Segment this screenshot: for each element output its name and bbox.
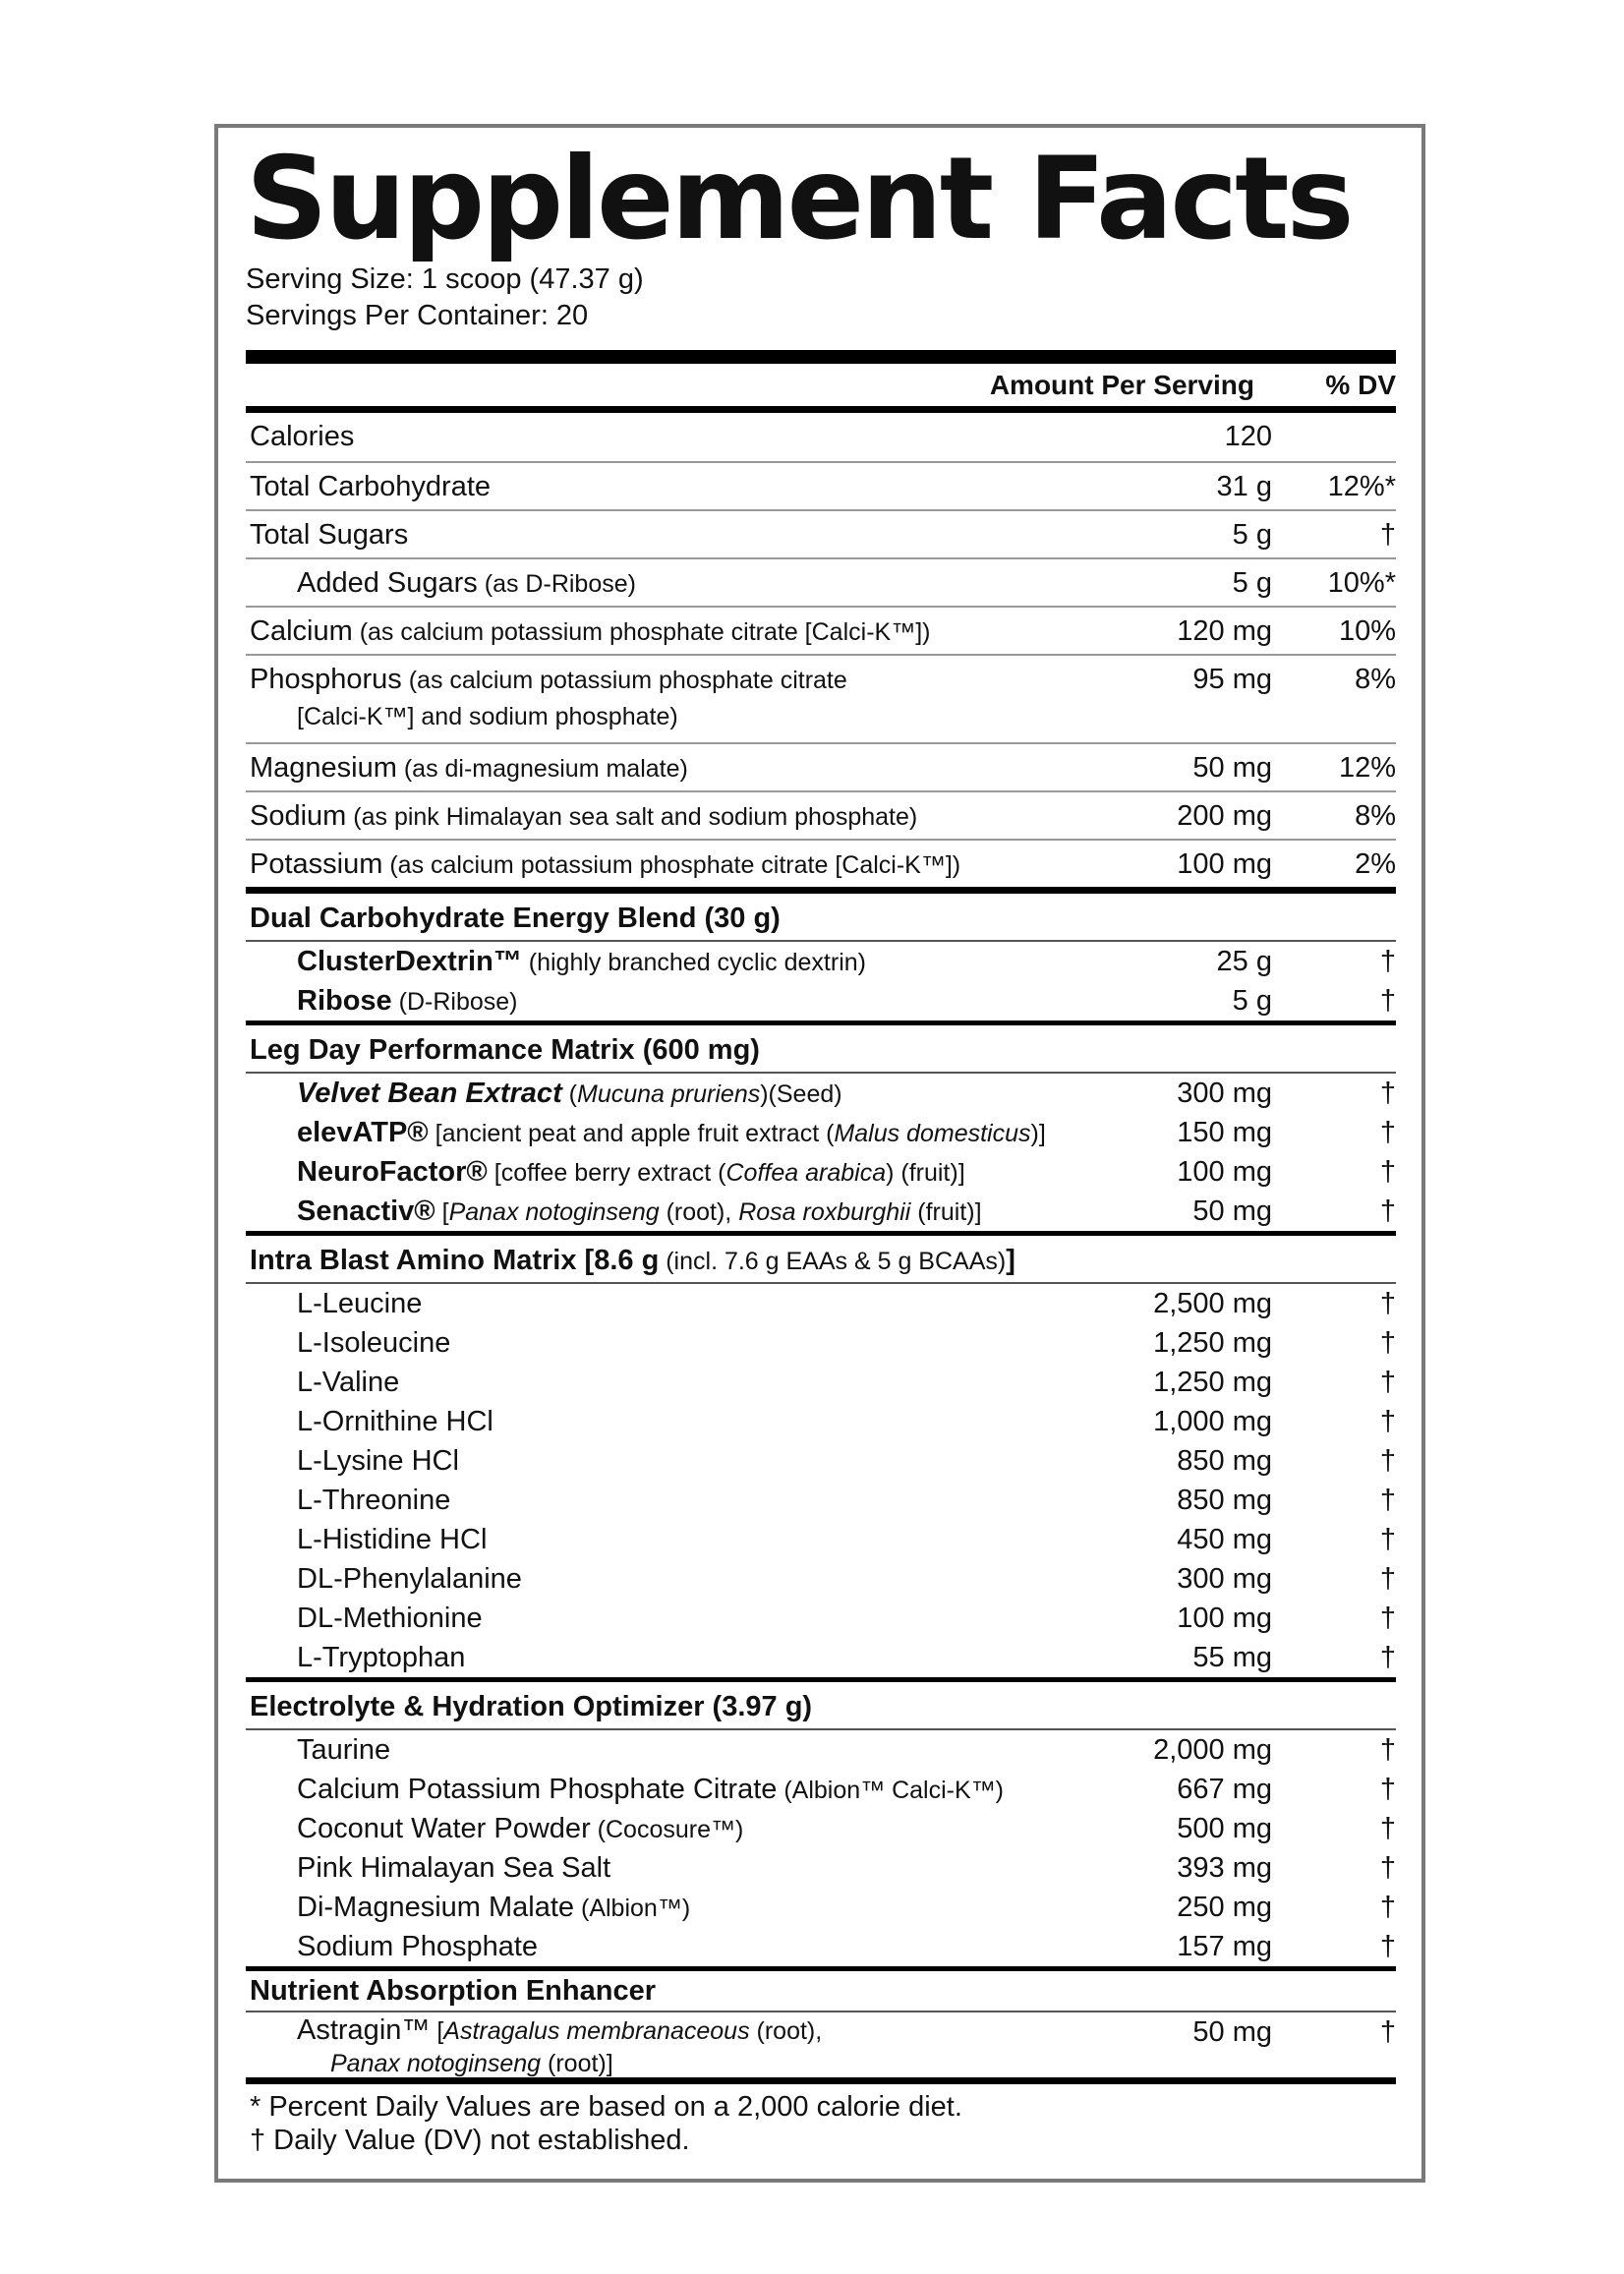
nutrient-name: Total Sugars [250,519,409,551]
ingredient-latin-2: Rosa roxburghii [738,1198,911,1226]
ingredient-latin: Mucuna pruriens [577,1080,761,1108]
ingredient-dv: † [1379,1892,1396,1923]
nutrient-amount: 100 mg [1177,848,1272,880]
ingredient-label: L-Isoleucine [297,1327,451,1359]
ingredient-name [246,1115,1089,1151]
ingredient-amount: 450 mg [1177,1524,1272,1555]
nutrient-label: Magnesium [250,752,397,784]
ingredient-dv: † [1379,1445,1396,1477]
nutrient-row [246,557,1396,606]
ingredient-name [246,1365,1089,1400]
ingredient-label: L-Histidine HCl [297,1524,488,1555]
ingredient-label: elevATP® [297,1117,429,1148]
ingredient-name [246,1850,1089,1887]
panel-title: Supplement Facts [246,133,1352,265]
nutrient-name [246,565,1089,602]
servings-per-container: Servings Per Container: 20 [246,300,589,331]
ingredient-label: L-Leucine [297,1288,423,1319]
ingredient-name [246,2014,1089,2079]
ingredient-label: L-Threonine [297,1485,451,1516]
ingredient-detail-end: ) (fruit)] [886,1159,965,1187]
ingredient-name [246,1443,1089,1479]
nutrient-row [246,606,1396,654]
ingredient-label: Calcium Potassium Phosphate Citrate [297,1774,778,1805]
ingredient-name [246,1929,1089,1965]
divider-medium [246,887,1396,894]
nutrient-label: Potassium [250,848,383,880]
ingredient-detail: (highly branched cyclic dextrin) [521,949,866,976]
ingredient-dv: † [1379,1774,1396,1805]
nutrient-detail: (as D-Ribose) [477,570,636,598]
ingredient-amount: 393 mg [1177,1852,1272,1884]
ingredient-row [246,1638,1396,1677]
nutrient-name: Calories [250,421,355,452]
ingredient-row [246,1730,1396,1770]
ingredient-detail-end: (root)] [541,2050,613,2077]
ingredient-row [246,1441,1396,1481]
nutrient-label: Added Sugars [297,567,478,599]
ingredient-dv: † [1379,1524,1396,1555]
nutrient-dv: 12%* [1327,471,1396,502]
nutrient-dv: 2% [1355,848,1396,880]
ingredient-detail-mid: (root), [749,2017,823,2045]
ingredient-label: Taurine [297,1734,391,1766]
ingredient-name [246,1732,1089,1769]
ingredient-dv: † [1379,1367,1396,1398]
blend-title: Electrolyte & Hydration Optimizer (3.97 g) [250,1691,813,1722]
nutrient-detail: (as di-magnesium malate) [396,755,688,783]
dv-header: % DV [1325,369,1396,400]
ingredient-dv: † [1379,2016,1396,2048]
ingredient-label: Di-Magnesium Malate [297,1892,575,1923]
ingredient-amount: 157 mg [1177,1931,1272,1962]
ingredient-name [246,944,1089,980]
blend-title-main: Intra Blast Amino Matrix [8.6 g [250,1245,660,1276]
ingredient-amount: 50 mg [1192,2016,1272,2048]
ingredient-row [246,1888,1396,1927]
ingredient-name [246,983,1089,1020]
ingredient-dv: † [1379,946,1396,977]
nutrient-detail: (as pink Himalayan sea salt and sodium phosphate) [346,803,918,831]
ingredient-detail: [ [435,1198,449,1226]
blend-title-end: ] [1006,1245,1015,1276]
ingredient-amount: 1,000 mg [1153,1406,1272,1437]
ingredient-latin: Astragalus membranaceous [443,2017,750,2045]
ingredient-name [246,1561,1089,1597]
ingredient-dv: † [1379,1931,1396,1962]
ingredient-dv: † [1379,1288,1396,1319]
ingredient-amount: 500 mg [1177,1813,1272,1844]
ingredient-dv: † [1379,1734,1396,1766]
nutrient-name [246,613,1089,650]
ingredient-name [246,1522,1089,1557]
nutrient-amount: 120 mg [1177,615,1272,647]
ingredient-dv: † [1379,1195,1396,1227]
ingredient-dv: † [1379,1852,1396,1884]
nutrient-name: Total Carbohydrate [250,471,492,502]
nutrient-amount: 5 g [1232,567,1272,599]
divider-thick [246,350,1396,364]
nutrient-amount: 31 g [1216,471,1272,502]
ingredient-amount: 50 mg [1192,1195,1272,1227]
nutrient-name [246,662,1089,734]
ingredient-detail-mid: (root), [659,1198,739,1226]
nutrient-amount: 5 g [1232,519,1272,551]
ingredient-name [246,1076,1089,1112]
blend-title [246,1236,1396,1282]
ingredient-amount: 100 mg [1177,1156,1272,1188]
ingredient-dv: † [1379,1813,1396,1844]
ingredient-amount: 1,250 mg [1153,1367,1272,1398]
ingredient-row [246,1152,1396,1192]
ingredient-row [246,1363,1396,1402]
ingredient-amount: 850 mg [1177,1485,1272,1516]
nutrient-name [246,798,1089,835]
ingredient-amount: 100 mg [1177,1603,1272,1634]
ingredient-label: Astragin™ [297,2014,431,2046]
ingredient-name [246,1483,1089,1518]
serving-size: Serving Size: 1 scoop (47.37 g) [246,263,644,295]
ingredient-label: Coconut Water Powder [297,1813,591,1844]
ingredient-amount: 300 mg [1177,1563,1272,1595]
nutrient-row [246,790,1396,839]
nutrient-row [246,654,1396,742]
ingredient-label: ClusterDextrin™ [297,946,522,977]
nutrient-label: Phosphorus [250,664,402,695]
nutrient-name [246,750,1089,787]
ingredient-name [246,1890,1089,1926]
amino-list [246,1284,1396,1677]
ingredient-latin: Coffea arabica [725,1159,887,1187]
amount-header: Amount Per Serving [989,369,1254,400]
ingredient-latin: Panax notoginseng [448,1198,660,1226]
ingredient-row [246,1927,1396,1966]
ingredient-row [246,1323,1396,1363]
nutrient-dv: 8% [1355,664,1396,695]
ingredient-detail: [ [430,2017,444,2045]
ingredient-row [246,1481,1396,1520]
nutrient-amount: 95 mg [1192,664,1272,695]
ingredient-amount: 300 mg [1177,1078,1272,1109]
nutrient-label: Calcium [250,615,353,647]
ingredient-dv: † [1379,1485,1396,1516]
ingredient-latin-2: Panax notoginseng [330,2050,542,2077]
ingredient-name [246,1325,1089,1361]
ingredient-name [246,1286,1089,1321]
ingredient-dv: † [1379,1117,1396,1148]
ingredient-detail: [ancient peat and apple fruit extract ( [428,1120,835,1147]
ingredient-label: Senactiv® [297,1195,435,1227]
ingredient-detail-end: (fruit)] [910,1198,982,1226]
ingredient-name [246,1772,1089,1808]
nutrient-row [246,461,1396,509]
ingredient-detail-end: )(Seed) [760,1080,842,1108]
nutrient-amount: 50 mg [1192,752,1272,784]
ingredient-amount: 667 mg [1177,1774,1272,1805]
ingredient-dv: † [1379,1156,1396,1188]
ingredient-detail: (D-Ribose) [391,988,518,1016]
supplement-facts-panel [214,124,1425,2183]
ingredient-row [246,1284,1396,1323]
ingredient-detail: [coffee berry extract ( [487,1159,726,1187]
ingredient-amount: 850 mg [1177,1445,1272,1477]
ingredient-row [246,1074,1396,1113]
ingredient-label: Pink Himalayan Sea Salt [297,1852,611,1884]
nutrient-dv: 10%* [1327,567,1396,599]
blend-title: Dual Carbohydrate Energy Blend (30 g) [250,903,781,934]
ingredient-row [246,981,1396,1020]
ingredient-row [246,1520,1396,1559]
ingredient-name [246,1811,1089,1847]
nutrient-amount: 200 mg [1177,800,1272,832]
nutrient-dv: 10% [1338,615,1396,647]
nutrient-dv: † [1379,519,1396,551]
ingredient-row [246,1599,1396,1638]
footnote-dagger: † Daily Value (DV) not established. [250,2125,690,2156]
ingredient-name [246,1404,1089,1439]
ingredient-amount: 2,000 mg [1153,1734,1272,1766]
ingredient-row [246,1848,1396,1888]
nutrient-row [246,742,1396,790]
ingredient-detail-end: )] [1030,1120,1046,1147]
ingredient-dv: † [1379,1642,1396,1673]
ingredient-amount: 55 mg [1192,1642,1272,1673]
ingredient-label: L-Lysine HCl [297,1445,459,1477]
ingredient-name [246,1154,1089,1191]
nutrient-detail: (as calcium potassium phosphate citrate [Calci-K™]) [382,851,961,879]
divider-medium [246,406,1396,413]
ingredient-label: DL-Methionine [297,1603,483,1634]
ingredient-dv: † [1379,985,1396,1017]
ingredient-dv: † [1379,1563,1396,1595]
nutrient-row [246,839,1396,887]
ingredient-label: DL-Phenylalanine [297,1563,522,1595]
ingredient-label: L-Valine [297,1367,400,1398]
nutrient-detail-line2: [Calci-K™] and sodium phosphate) [297,703,678,730]
nutrient-dv: 12% [1338,752,1396,784]
blend-title: Nutrient Absorption Enhancer [250,1975,656,2007]
nutrient-name [246,846,1089,883]
ingredient-row [246,1113,1396,1152]
ingredient-row [246,1192,1396,1231]
ingredient-label: Ribose [297,985,392,1017]
ingredient-label: NeuroFactor® [297,1156,488,1188]
ingredient-row [246,1770,1396,1809]
ingredient-detail: ( [561,1080,578,1108]
ingredient-latin: Malus domesticus [834,1120,1031,1147]
ingredient-label: L-Tryptophan [297,1642,466,1673]
ingredient-name [246,1194,1089,1230]
ingredient-amount: 250 mg [1177,1892,1272,1923]
ingredient-amount: 2,500 mg [1153,1288,1272,1319]
ingredient-row [246,942,1396,981]
nutrient-amount: 120 [1224,421,1272,452]
ingredient-dv: † [1379,1078,1396,1109]
ingredient-row [246,1559,1396,1599]
ingredient-row [246,1402,1396,1441]
ingredient-dv: † [1379,1406,1396,1437]
ingredient-name [246,1601,1089,1636]
footnotes [246,2084,1396,2157]
nutrient-detail: (as calcium potassium phosphate citrate [Calci-K™]) [352,618,931,646]
ingredient-detail: (Albion™ Calci-K™) [777,1777,1004,1804]
ingredient-row [246,2012,1396,2077]
nutrient-detail: (as calcium potassium phosphate citrate [401,667,847,694]
nutrient-label: Sodium [250,800,347,832]
ingredient-detail: (Albion™) [574,1895,691,1922]
ingredient-detail: (Cocosure™) [590,1816,744,1843]
blend-title-detail: (incl. 7.6 g EAAs & 5 g BCAAs) [659,1248,1007,1275]
ingredient-row [246,1809,1396,1848]
ingredient-label: Sodium Phosphate [297,1931,539,1962]
nutrient-dv: 8% [1355,800,1396,832]
electrolyte-list [246,1730,1396,1966]
ingredient-label: L-Ornithine HCl [297,1406,493,1437]
column-header [246,364,1396,406]
ingredient-amount: 25 g [1216,946,1272,977]
ingredient-amount: 150 mg [1177,1117,1272,1148]
nutrient-row [246,413,1396,461]
ingredient-name [246,1640,1089,1675]
footnote-dv: * Percent Daily Values are based on a 2,000 calorie diet. [250,2091,962,2123]
blend-title: Leg Day Performance Matrix (600 mg) [250,1034,760,1066]
nutrient-row [246,509,1396,557]
ingredient-label: Velvet Bean Extract [297,1078,562,1109]
ingredient-amount: 1,250 mg [1153,1327,1272,1359]
ingredient-dv: † [1379,1603,1396,1634]
ingredient-dv: † [1379,1327,1396,1359]
ingredient-amount: 5 g [1232,985,1272,1017]
